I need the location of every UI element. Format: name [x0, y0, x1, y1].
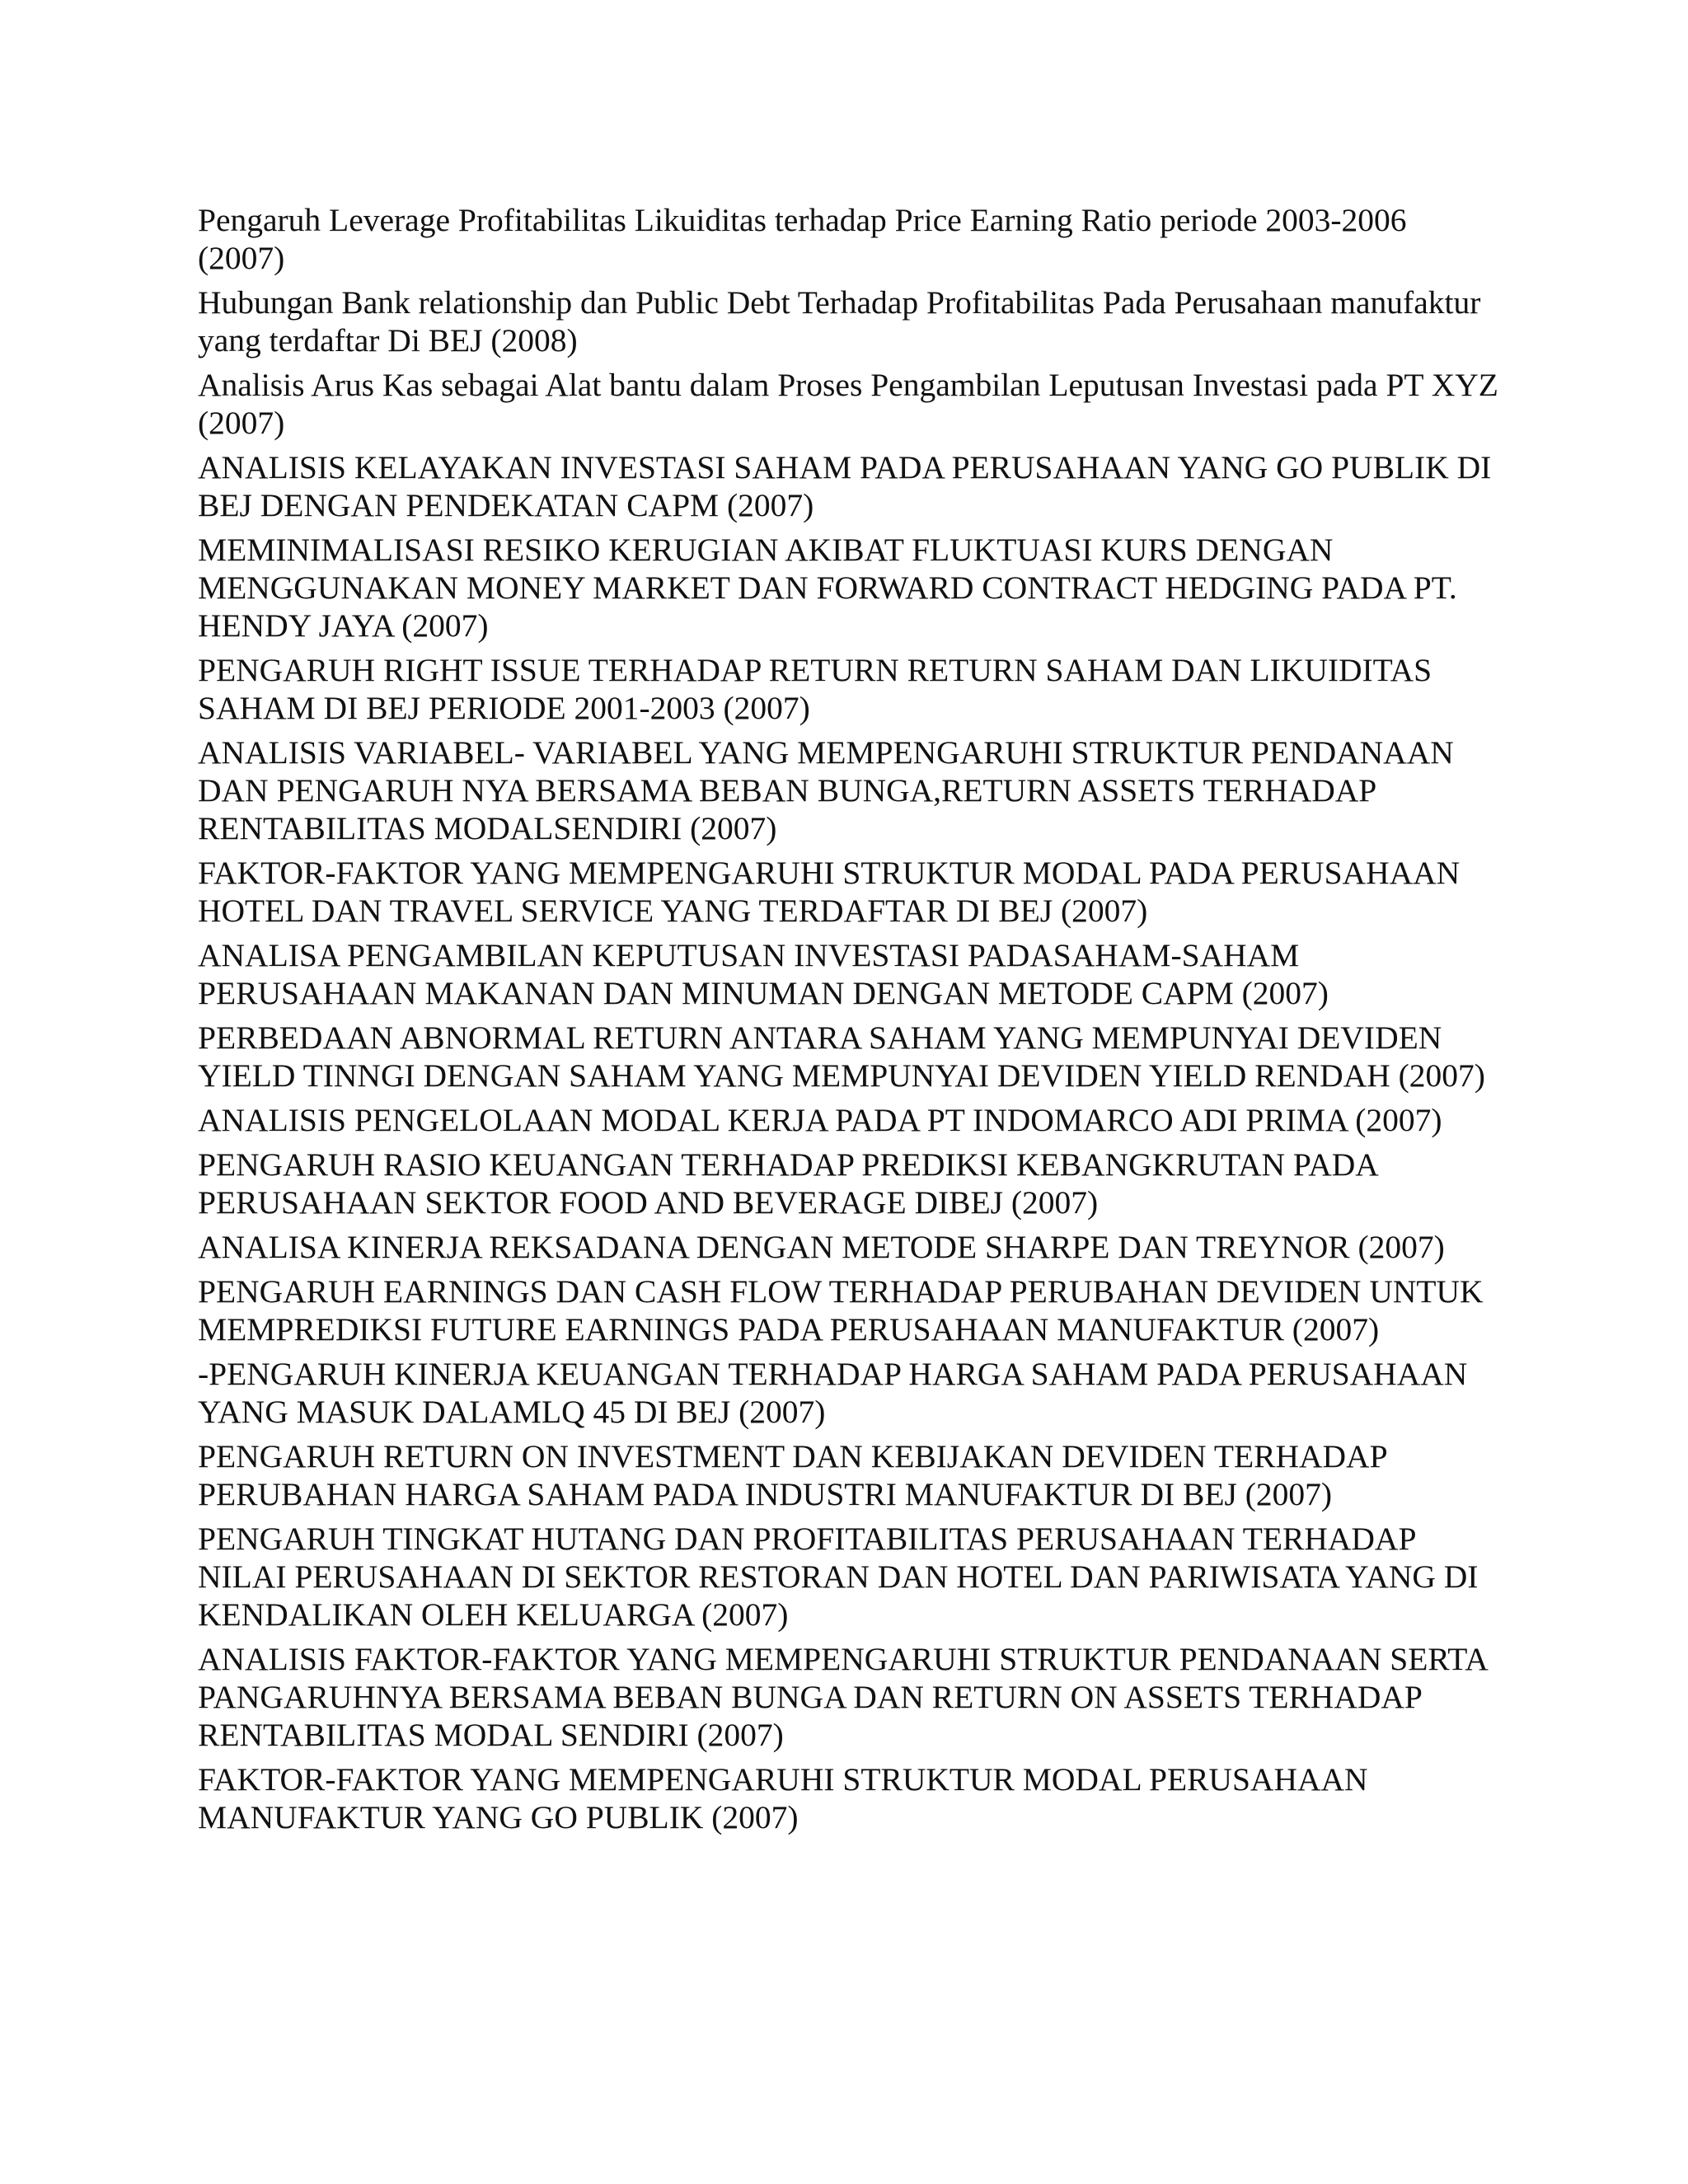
list-item: Pengaruh Leverage Profitabilitas Likuiditas terhadap Price Earning Ratio periode 2003-2006 (2007): [198, 202, 1407, 276]
list-item: ANALISIS KELAYAKAN INVESTASI SAHAM PADA PERUSAHAAN YANG GO PUBLIK DI BEJ DENGAN PENDEKATAN CAPM (2007): [198, 449, 1492, 523]
list-item: ANALISA KINERJA REKSADANA DENGAN METODE SHARPE DAN TREYNOR (2007): [198, 1229, 1445, 1265]
list-item: PENGARUH TINGKAT HUTANG DAN PROFITABILITAS PERUSAHAAN TERHADAP NILAI PERUSAHAAN DI SEKTOR RESTORAN DAN HOTEL DAN PARIWISATA YANG DI KENDALIKAN OLEH KELUARGA (2007): [198, 1521, 1479, 1633]
list-item: FAKTOR-FAKTOR YANG MEMPENGARUHI STRUKTUR MODAL PADA PERUSAHAAN HOTEL DAN TRAVEL SERVICE YANG TERDAFTAR DI BEJ (2007): [198, 855, 1461, 929]
list-item: ANALISIS FAKTOR-FAKTOR YANG MEMPENGARUHI STRUKTUR PENDANAAN SERTA PANGARUHNYA BERSAMA BEBAN BUNGA DAN RETURN ON ASSETS TERHADAP RENTABILITAS MODAL SENDIRI (2007): [198, 1641, 1487, 1753]
list-item: Hubungan Bank relationship dan Public Debt Terhadap Profitabilitas Pada Perusahaan manufaktur yang terdaftar Di BEJ (2008): [198, 284, 1481, 359]
list-item: PERBEDAAN ABNORMAL RETURN ANTARA SAHAM YANG MEMPUNYAI DEVIDEN YIELD TINNGI DENGAN SAHAM YANG MEMPUNYAI DEVIDEN YIELD RENDAH (2007): [198, 1019, 1485, 1094]
list-item: Analisis Arus Kas sebagai Alat bantu dalam Proses Pengambilan Leputusan Investasi pada PT XYZ (2007): [198, 367, 1498, 441]
list-item: ANALISA PENGAMBILAN KEPUTUSAN INVESTASI PADASAHAM-SAHAM PERUSAHAAN MAKANAN DAN MINUMAN DENGAN METODE CAPM (2007): [198, 937, 1329, 1011]
list-item: ANALISIS PENGELOLAAN MODAL KERJA PADA PT INDOMARCO ADI PRIMA (2007): [198, 1102, 1442, 1138]
thesis-title-list: [198, 201, 1500, 1843]
list-item: PENGARUH EARNINGS DAN CASH FLOW TERHADAP PERUBAHAN DEVIDEN UNTUK MEMPREDIKSI FUTURE EARNINGS PADA PERUSAHAAN MANUFAKTUR (2007): [198, 1273, 1484, 1347]
list-item: PENGARUH RETURN ON INVESTMENT DAN KEBIJAKAN DEVIDEN TERHADAP PERUBAHAN HARGA SAHAM PADA INDUSTRI MANUFAKTUR DI BEJ (2007): [198, 1438, 1387, 1512]
list-item: -PENGARUH KINERJA KEUANGAN TERHADAP HARGA SAHAM PADA PERUSAHAAN YANG MASUK DALAMLQ 45 DI BEJ (2007): [198, 1356, 1468, 1430]
list-item: PENGARUH RASIO KEUANGAN TERHADAP PREDIKSI KEBANGKRUTAN PADA PERUSAHAAN SEKTOR FOOD AND BEVERAGE DIBEJ (2007): [198, 1146, 1377, 1221]
list-item: ANALISIS VARIABEL- VARIABEL YANG MEMPENGARUHI STRUKTUR PENDANAAN DAN PENGARUH NYA BERSAMA BEBAN BUNGA,RETURN ASSETS TERHADAP RENTABILITAS MODALSENDIRI (2007): [198, 734, 1454, 846]
list-item: PENGARUH RIGHT ISSUE TERHADAP RETURN RETURN SAHAM DAN LIKUIDITAS SAHAM DI BEJ PERIODE 2001-2003 (2007): [198, 652, 1432, 726]
list-item: MEMINIMALISASI RESIKO KERUGIAN AKIBAT FLUKTUASI KURS DENGAN MENGGUNAKAN MONEY MARKET DAN FORWARD CONTRACT HEDGING PADA PT. HENDY JAYA (2007): [198, 532, 1457, 644]
list-item: FAKTOR-FAKTOR YANG MEMPENGARUHI STRUKTUR MODAL PERUSAHAAN MANUFAKTUR YANG GO PUBLIK (2007): [198, 1761, 1368, 1835]
